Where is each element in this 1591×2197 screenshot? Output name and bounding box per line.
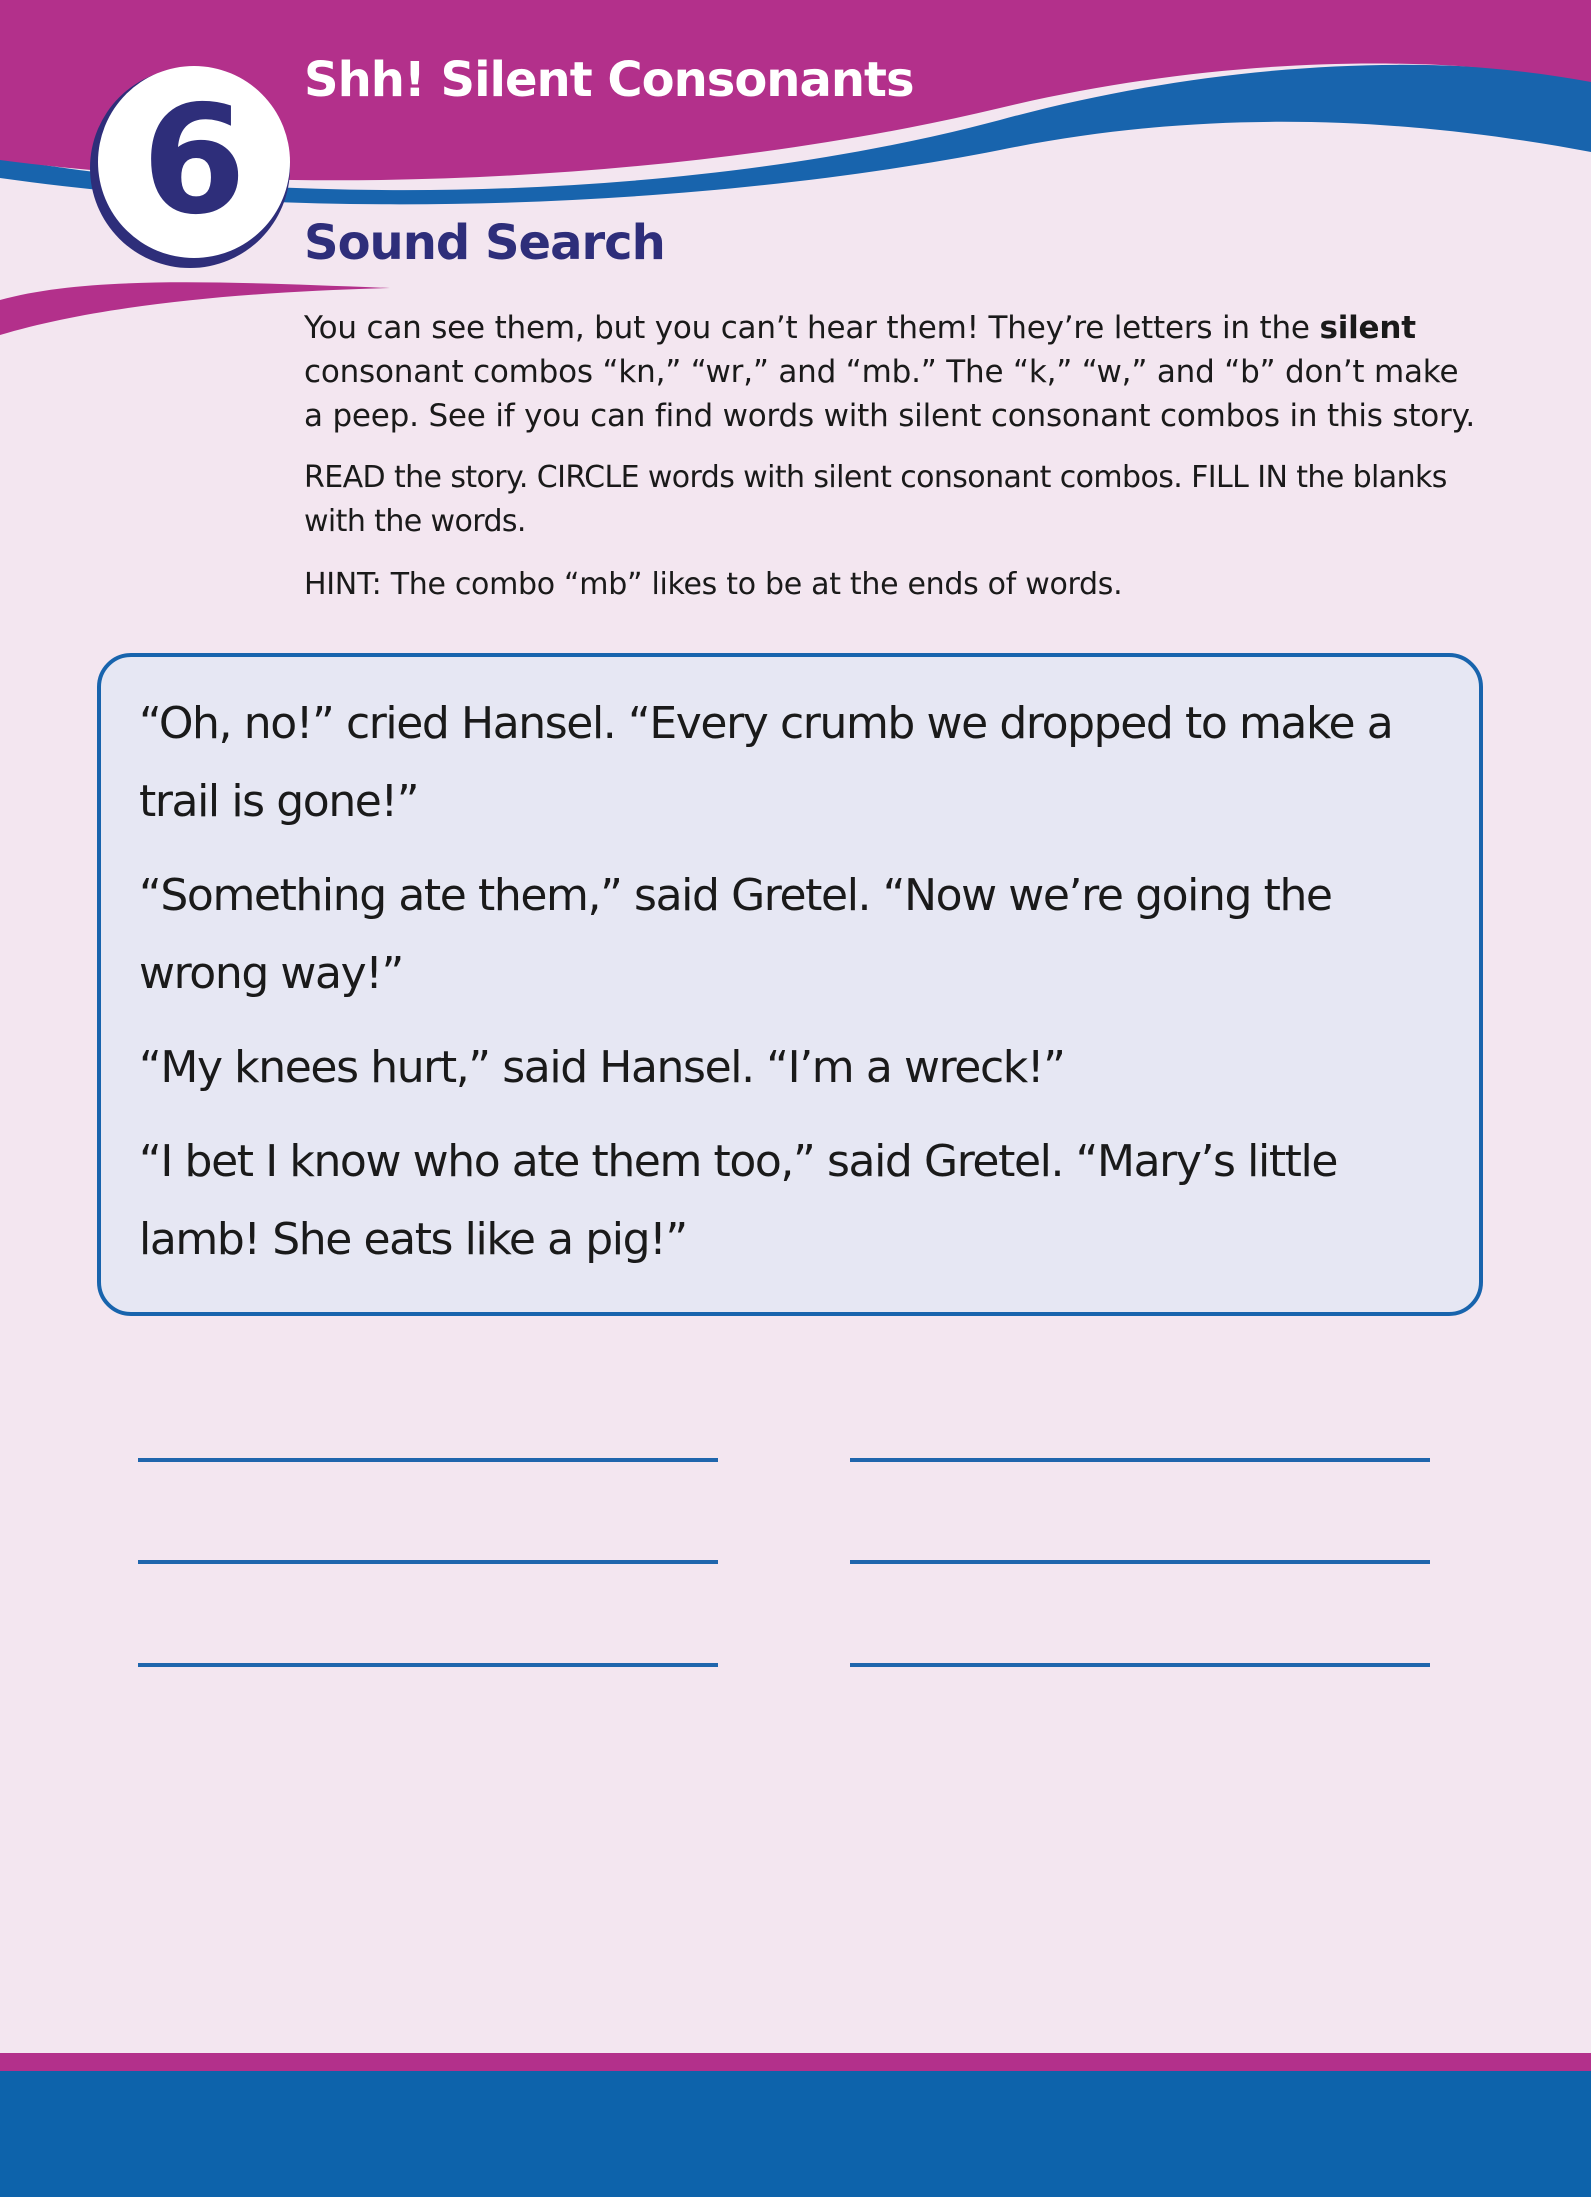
page-title: Shh! Silent Consonants [304,52,914,108]
answer-blank-1[interactable] [138,1458,718,1462]
instructions [304,306,1484,607]
answer-blank-6[interactable] [850,1663,1430,1667]
story-paragraph: “I bet I know who ate them too,” said Gretel. “Mary’s little lamb! She eats like a pig!” [139,1136,1338,1265]
answer-blank-2[interactable] [850,1458,1430,1462]
intro-bold-word: silent [1319,310,1416,346]
section-title: Sound Search [304,215,665,271]
answer-blank-3[interactable] [138,1560,718,1564]
story-paragraph: “Oh, no!” cried Hansel. “Every crumb we dropped to make a trail is gone!” [139,698,1393,827]
intro-text-end: consonant combos “kn,” “wr,” and “mb.” The “k,” “w,” and “b” don’t make a peep. See if you can find words with silent consonant combos in this story. [304,354,1475,435]
hint-paragraph: HINT: The combo “mb” likes to be at the ends of words. [304,567,1123,603]
story-paragraph: “My knees hurt,” said Hansel. “I’m a wreck!” [139,1042,1065,1093]
intro-paragraph [304,306,1484,438]
footer-stripe [0,2053,1591,2071]
lesson-number: 6 [141,74,247,248]
answer-blank-5[interactable] [138,1663,718,1667]
story-paragraph: “Something ate them,” said Gretel. “Now we’re going the wrong way!” [139,870,1332,999]
answer-blank-4[interactable] [850,1560,1430,1564]
directions-paragraph: READ the story. CIRCLE words with silent consonant combos. FILL IN the blanks with the words. [304,460,1447,539]
intro-text-start: You can see them, but you can’t hear them! They’re letters in the [304,310,1320,346]
footer-band [0,2071,1591,2197]
story-box [97,653,1483,1316]
